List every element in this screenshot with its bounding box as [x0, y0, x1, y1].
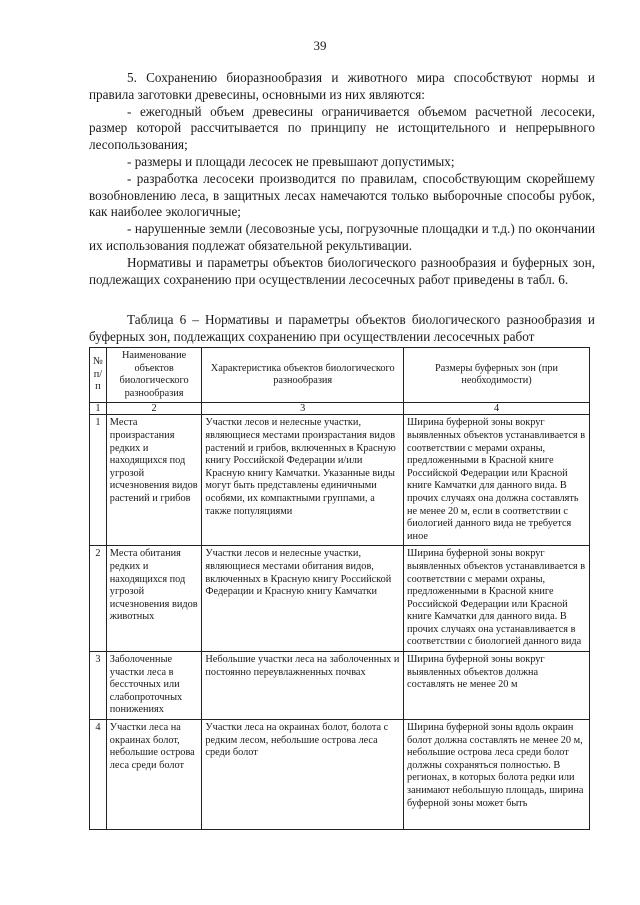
object-name: Заболоченные участки леса в бессточных или слабопроточных понижениях	[106, 652, 202, 720]
table-row	[90, 546, 590, 652]
table-row	[90, 720, 590, 830]
object-characteristic: Участки лесов и нелесные участки, являющиеся местами обитания видов, включенных в Красную книгу Российской Федерации и Красную книгу Камчатки	[202, 546, 404, 652]
table-row	[90, 415, 590, 546]
row-number: 2	[90, 546, 107, 652]
row-number: 4	[90, 720, 107, 830]
object-name: Участки леса на окраинах болот, небольшие острова леса среди болот	[106, 720, 202, 830]
main-text	[89, 70, 595, 288]
header-name: Наименование объектов биологического разнообразия	[106, 348, 202, 403]
table-caption-text: Таблица 6 – Нормативы и параметры объектов биологического разнообразия и буферных зон, подлежащих сохранению при осуществлении лесосечных работ	[89, 312, 595, 344]
paragraph: - разработка лесосеки производится по правилам, способствующим скорейшему возобновлению леса, в защитных лесах намечаются только выборочные способы рубок, как наиболее экологичные;	[89, 170, 595, 220]
paragraph: - ежегодный объем древесины ограничивается объемом расчетной лесосеки, размер которой рассчитывается по принципу не истощительного и непрерывного лесопользования;	[89, 103, 595, 153]
biodiversity-table	[89, 347, 590, 830]
buffer-zone-size: Ширина буферной зоны вокруг выявленных объектов устанавливается в соответствии с мерами охраны, предложенными в Красной книге Российской Федерации или Красной книге Камчатки для данного вида. В прочих случаях она должна составлять не менее 20 м, если в соответствии с биологией данного вида не требуется иное	[404, 415, 590, 546]
object-name: Места произрастания редких и находящихся под угрозой исчезновения видов растений и грибов	[106, 415, 202, 546]
object-name: Места обитания редких и находящихся под угрозой исчезновения видов животных	[106, 546, 202, 652]
header-num: № п/п	[90, 348, 107, 403]
row-number: 3	[90, 652, 107, 720]
header-buffer: Размеры буферных зон (при необходимости)	[404, 348, 590, 403]
column-number: 1	[90, 403, 107, 415]
column-number: 4	[404, 403, 590, 415]
page-number: 39	[313, 38, 327, 53]
table-row	[90, 652, 590, 720]
table-header-row	[90, 348, 590, 403]
paragraph: 5. Сохранению биоразнообразия и животного мира способствуют нормы и правила заготовки древесины, основными из них являются:	[89, 70, 595, 102]
buffer-zone-size: Ширина буферной зоны вокруг выявленных объектов устанавливается в соответствии с мерами охраны, предложенными в Красной книге Российской Федерации или Красной книге Камчатки для данного вида. В прочих случаях она устанавливается в соответствии с биологией данного вида	[404, 546, 590, 652]
object-characteristic: Участки леса на окраинах болот, болота с редким лесом, небольшие острова леса среди болот	[202, 720, 404, 830]
table-caption	[89, 312, 595, 346]
buffer-zone-size: Ширина буферной зоны вдоль окраин болот должна составлять не менее 20 м, небольшие острова леса среди болот должны сохраняться полностью. В регионах, в которых болота редки или занимают небольшую площадь, ширина буферной зоны может быть	[404, 720, 590, 830]
paragraph: - нарушенные земли (лесовозные усы, погрузочные площадки и т.д.) по окончании их использования подлежат обязательной рекультивации.	[89, 221, 595, 253]
table-column-numbers	[90, 403, 590, 415]
column-number: 3	[202, 403, 404, 415]
paragraph: - размеры и площади лесосек не превышают допустимых;	[127, 153, 455, 169]
buffer-zone-size: Ширина буферной зоны вокруг выявленных объектов должна составлять не менее 20 м	[404, 652, 590, 720]
row-number: 1	[90, 415, 107, 546]
object-characteristic: Участки лесов и нелесные участки, являющиеся местами произрастания видов растений и грибов, включенных в Красную книгу Российской Федерации и/или Красную книгу Камчатки. Указанные виды могут быть представлены единичными особями, их компактными группами, а также популяциями	[202, 415, 404, 546]
header-characteristic: Характеристика объектов биологического разнообразия	[202, 348, 404, 403]
paragraph: Нормативы и параметры объектов биологического разнообразия и буферных зон, подлежащих сохранению при осуществлении лесосечных работ приведены в табл. 6.	[89, 254, 595, 287]
column-number: 2	[106, 403, 202, 415]
object-characteristic: Небольшие участки леса на заболоченных и постоянно переувлажненных почвах	[202, 652, 404, 720]
